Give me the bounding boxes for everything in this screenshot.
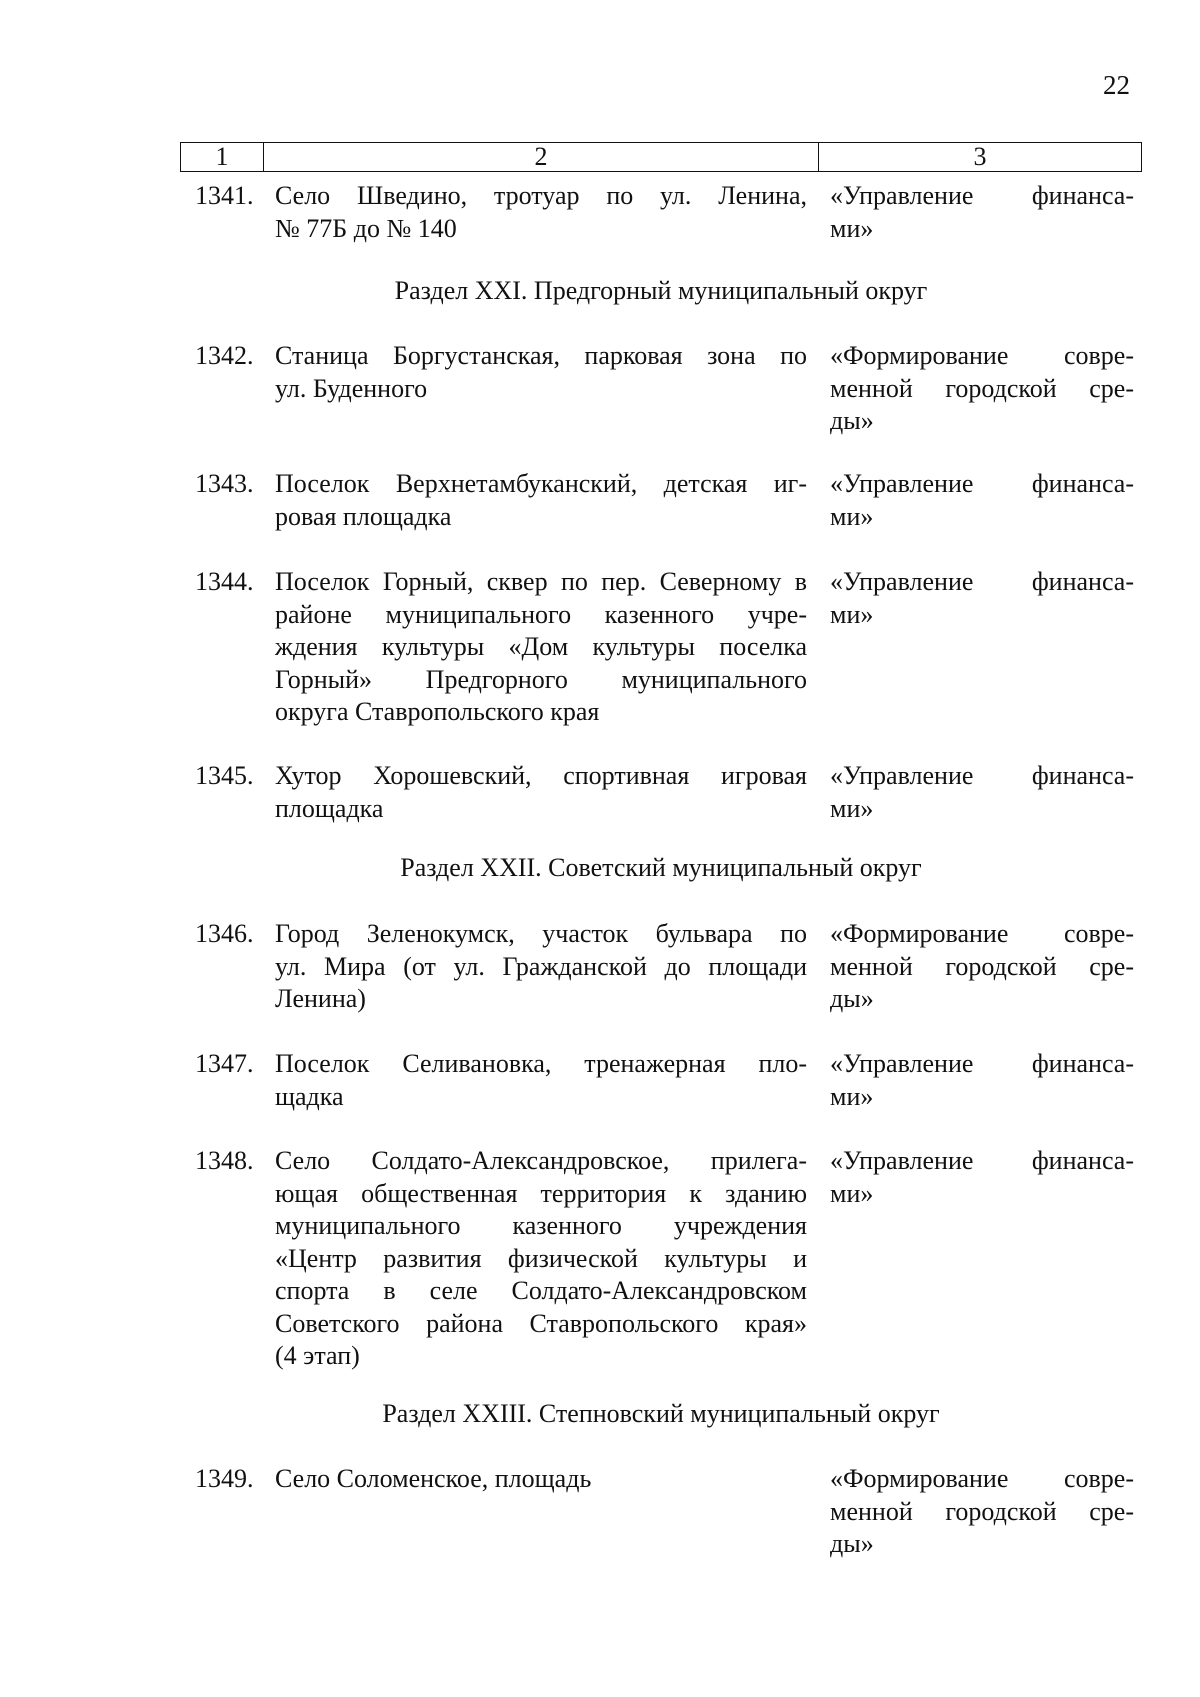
row-responsible	[830, 1048, 1134, 1113]
desc-line: ул. Буденного	[275, 373, 428, 403]
row-description	[275, 1048, 807, 1113]
desc-line: Хутор Хорошевский, спортивная игровая	[275, 761, 807, 790]
row-responsible	[830, 918, 1134, 1016]
section-title: Раздел XXII. Советский муниципальный округ	[400, 853, 922, 882]
desc-line: Село Соломенское, площадь	[275, 1464, 592, 1493]
column-header-2: 2	[264, 143, 819, 171]
res-line: «Управление финанса-	[830, 1049, 1134, 1078]
res-line: ми»	[830, 793, 874, 823]
row-responsible	[830, 340, 1134, 438]
row-responsible	[830, 566, 1134, 631]
res-line: менной городской сре-	[830, 373, 1134, 403]
desc-line: Ленина)	[275, 984, 366, 1013]
res-line: «Управление финанса-	[830, 1146, 1134, 1175]
column-header-1: 1	[181, 143, 264, 171]
row-description	[275, 760, 807, 825]
row-description	[275, 180, 807, 245]
row-responsible	[830, 760, 1134, 825]
row-description	[275, 1145, 807, 1373]
res-line: ми»	[830, 1178, 874, 1208]
row-description	[275, 468, 807, 533]
row-description	[275, 566, 807, 729]
desc-line: (4 этап)	[275, 1341, 360, 1370]
section-title: Раздел XXIII. Степновский муниципальный округ	[382, 1399, 940, 1428]
row-responsible	[830, 1463, 1134, 1561]
res-line: ми»	[830, 213, 874, 243]
res-line: ды»	[830, 1529, 874, 1558]
desc-line: спорта в селе Солдато-Александровском	[275, 1276, 807, 1305]
res-line: ми»	[830, 501, 874, 531]
row-number: 1349.	[195, 1464, 254, 1493]
desc-line: Горный» Предгорного муниципального	[275, 664, 807, 694]
row-number: 1343.	[195, 469, 254, 498]
desc-line: Советского района Ставропольского края»	[275, 1308, 807, 1338]
res-line: менной городской сре-	[830, 951, 1134, 981]
res-line: «Формирование совре-	[830, 341, 1134, 370]
res-line: ды»	[830, 406, 874, 435]
row-responsible	[830, 1145, 1134, 1210]
desc-line: муниципального казенного учреждения	[275, 1211, 807, 1240]
res-line: ми»	[830, 1081, 874, 1111]
desc-line: Село Солдато-Александровское, прилега-	[275, 1146, 807, 1175]
row-description	[275, 918, 807, 1016]
res-line: «Управление финанса-	[830, 567, 1134, 596]
section-title: Раздел XXI. Предгорный муниципальный округ	[394, 276, 928, 305]
row-description	[275, 340, 807, 405]
desc-line: № 77Б до № 140	[275, 213, 457, 243]
desc-line: Поселок Горный, сквер по пер. Северному в	[275, 567, 807, 596]
row-number: 1342.	[195, 341, 254, 370]
res-line: «Формирование совре-	[830, 1464, 1134, 1493]
res-line: «Управление финанса-	[830, 469, 1134, 498]
desc-line: Поселок Селивановка, тренажерная пло-	[275, 1049, 807, 1078]
row-number: 1344.	[195, 567, 254, 596]
res-line: «Управление финанса-	[830, 761, 1134, 790]
desc-line: ющая общественная территория к зданию	[275, 1178, 807, 1208]
res-line: ды»	[830, 984, 874, 1013]
table-header-row	[180, 142, 1142, 172]
row-number: 1348.	[195, 1146, 254, 1175]
desc-line: Станица Боргустанская, парковая зона по	[275, 341, 807, 370]
desc-line: округа Ставропольского края	[275, 697, 600, 726]
row-number: 1346.	[195, 919, 254, 948]
desc-line: районе муниципального казенного учре-	[275, 599, 807, 629]
row-number: 1341.	[195, 181, 254, 210]
desc-line: щадка	[275, 1081, 344, 1111]
row-number: 1345.	[195, 761, 254, 790]
desc-line: Город Зеленокумск, участок бульвара по	[275, 919, 807, 948]
row-responsible	[830, 468, 1134, 533]
res-line: «Формирование совре-	[830, 919, 1134, 948]
desc-line: Село Шведино, тротуар по ул. Ленина,	[275, 181, 807, 210]
res-line: менной городской сре-	[830, 1496, 1134, 1526]
desc-line: «Центр развития физической культуры и	[275, 1243, 807, 1273]
desc-line: ровая площадка	[275, 501, 452, 531]
row-number: 1347.	[195, 1049, 254, 1078]
desc-line: ул. Мира (от ул. Гражданской до площади	[275, 951, 807, 981]
desc-line: ждения культуры «Дом культуры поселка	[275, 632, 807, 661]
row-description	[275, 1463, 807, 1496]
desc-line: площадка	[275, 793, 384, 823]
row-responsible	[830, 180, 1134, 245]
column-header-3: 3	[973, 142, 987, 171]
page-number: 22	[1103, 70, 1130, 100]
res-line: ми»	[830, 599, 874, 629]
desc-line: Поселок Верхнетамбуканский, детская иг-	[275, 469, 807, 498]
res-line: «Управление финанса-	[830, 181, 1134, 210]
